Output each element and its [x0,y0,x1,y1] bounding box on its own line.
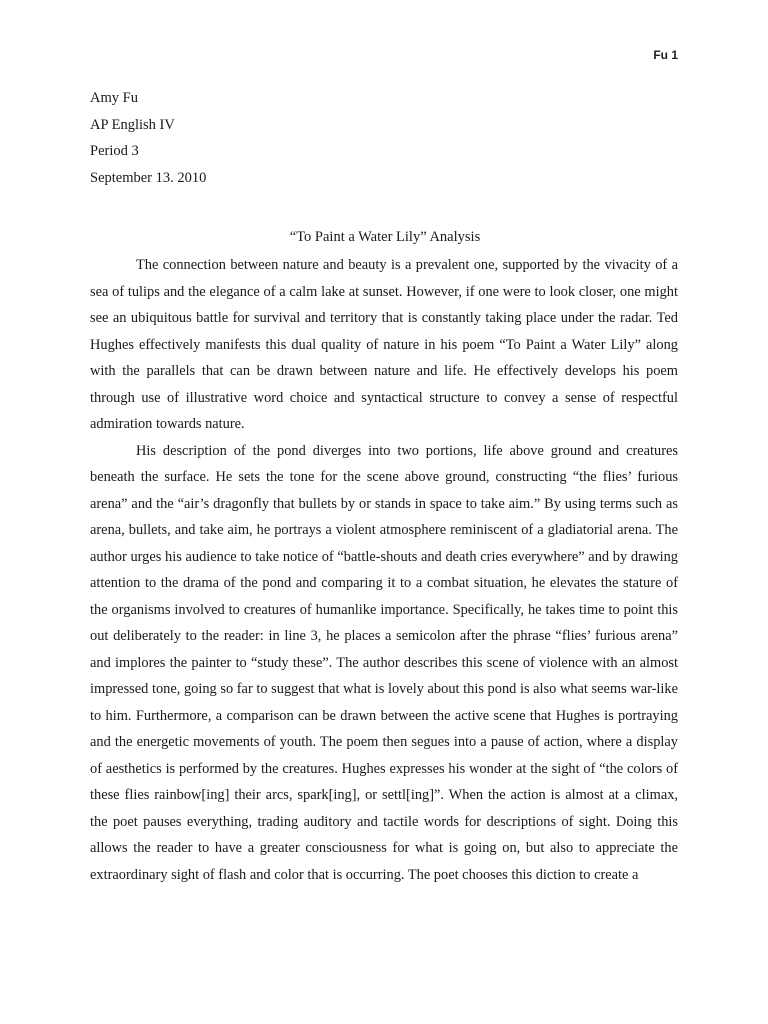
essay-date: September 13. 2010 [90,169,207,186]
paragraph-2: His description of the pond diverges into two portions, life above ground and creatures beneath the surface. He sets the tone for the scene above ground, constructing “the flies’ furious arena” and the “air’s dragonfly that bullets by or stands in space to take aim.” By using terms such as arena, bullets, and take aim, he portrays a violent atmosphere reminiscent of a gladiatorial arena. The author urges his audience to take notice of “battle-shouts and death cries everywhere” and by drawing attention to the drama of the pond and comparing it to a combat situation, he elevates the stature of the organisms involved to creatures of humanlike importance. Specifically, he takes time to point this out deliberately to the reader: in line 3, he places a semicolon after the phrase “flies’ furious arena” and implores the painter to “study these”. The author describes this scene of violence with an almost impressed tone, going so far to suggest that what is lovely about this pond is also what seems war-like to him. Furthermore, a comparison can be drawn between the active scene that Hughes is portraying and the energetic movements of youth. The poem then segues into a pause of action, where a display of aesthetics is performed by the creatures. Hughes expresses his wonder at the sight of “the colors of these flies rainbow[ing] their arcs, spark[ing], or settl[ing]”. When the action is almost at a climax, the poet pauses everything, trading auditory and tactile words for descriptions of sight. Doing this allows the reader to have a greater consciousness for what is going on, but also to appreciate the extraordinary sight of flash and color that is occurring. The poet chooses this diction to create a [90,442,678,883]
class-period: Period 3 [90,143,139,160]
paragraph-1: The connection between nature and beauty is a prevalent one, supported by the vivacity of a sea of tulips and the elegance of a calm lake at sunset. However, if one were to look closer, one might see an ubiquitous battle for survival and territory that is constantly taking place under the radar. Ted Hughes effectively manifests this dual quality of nature in his poem “To Paint a Water Lily” along with the parallels that can be drawn between nature and life. He effectively develops his poem through use of illustrative word choice and syntactical structure to convey a sense of respectful admiration towards nature. [90,257,678,432]
mla-heading [90,85,680,191]
essay-title: “To Paint a Water Lily” Analysis [289,229,481,245]
course-name: AP English IV [90,116,175,133]
author-name: Amy Fu [90,90,138,106]
essay-body [90,252,678,888]
page-number: Fu 1 [653,48,678,62]
